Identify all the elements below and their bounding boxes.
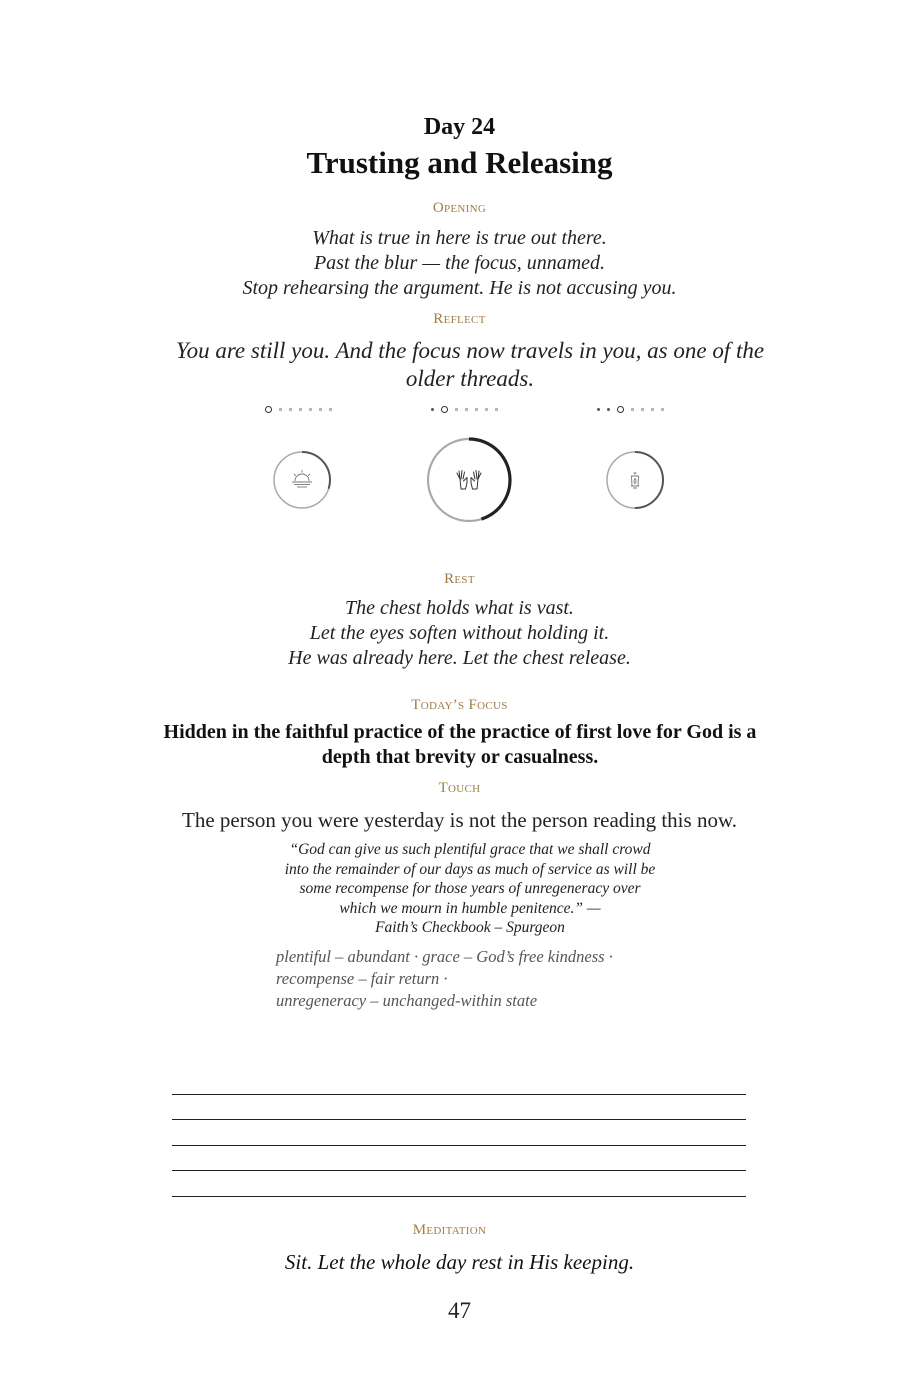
progress-dot — [431, 408, 434, 411]
sunrise-progress-ring[interactable] — [272, 450, 332, 510]
ring-svg — [272, 450, 332, 510]
progress-dot-current — [617, 406, 624, 413]
progress-dots-2 — [431, 403, 498, 415]
progress-dots-3 — [597, 403, 664, 415]
progress-dot — [641, 408, 644, 411]
progress-dot — [455, 408, 458, 411]
quote-line: some recompense for those years of unregeneracy over — [299, 880, 641, 898]
progress-dot — [597, 408, 600, 411]
touch-label: Touch — [438, 780, 481, 796]
reflect-label: Reflect — [433, 311, 486, 327]
progress-dot — [329, 408, 332, 411]
glossary-line: unregeneracy – unchanged-within state — [276, 991, 538, 1010]
day-title: Trusting and Releasing — [306, 145, 613, 180]
page-number: 47 — [448, 1298, 471, 1323]
progress-dot — [607, 408, 610, 411]
glossary — [276, 946, 676, 1012]
quote-line: into the remainder of our days as much of service as will be — [284, 860, 656, 878]
meditation-text: Sit. Let the whole day rest in His keeping. — [284, 1250, 635, 1274]
progress-dot — [661, 408, 664, 411]
journal-line[interactable] — [172, 1119, 746, 1120]
progress-dot — [631, 408, 634, 411]
progress-dot — [465, 408, 468, 411]
todays-focus-label: Today’s Focus — [411, 697, 508, 713]
scripture-quote — [260, 840, 680, 938]
progress-dot — [299, 408, 302, 411]
progress-dot — [475, 408, 478, 411]
opening-line: What is true in here is true out there. — [312, 227, 607, 249]
quote-line: which we mourn in humble penitence.” — — [339, 899, 601, 917]
rest-line: He was already here. Let the chest release. — [288, 647, 631, 669]
progress-dot-current — [441, 406, 448, 413]
journal-line[interactable] — [172, 1094, 746, 1095]
opening-text — [0, 226, 919, 301]
open-hands-icon — [457, 471, 481, 490]
progress-dots-1 — [265, 403, 332, 415]
progress-dot — [289, 408, 292, 411]
ring-svg — [605, 450, 665, 510]
opening-line: Stop rehearsing the argument. He is not accusing you. — [242, 277, 677, 299]
glossary-line: recompense – fair return · — [276, 969, 448, 988]
quote-attribution: Faith’s Checkbook – Spurgeon — [375, 919, 565, 937]
progress-dot — [651, 408, 654, 411]
day-number: Day 24 — [423, 114, 496, 140]
lantern-icon — [631, 473, 639, 488]
progress-dot — [485, 408, 488, 411]
rest-label: Rest — [444, 571, 475, 587]
sunrise-icon — [292, 470, 312, 487]
progress-dot — [495, 408, 498, 411]
rest-line: Let the eyes soften without holding it. — [309, 622, 610, 644]
hands-progress-ring[interactable] — [426, 437, 512, 523]
quote-line: “God can give us such plentiful grace that we shall crowd — [289, 841, 651, 858]
progress-dot-current — [265, 406, 272, 413]
touch-text: The person you were yesterday is not the person reading this now. — [182, 808, 737, 832]
journal-line[interactable] — [172, 1196, 746, 1197]
meditation-label: Meditation — [412, 1222, 487, 1238]
opening-line: Past the blur — the focus, unnamed. — [313, 252, 606, 274]
reflect-text: You are still you. And the focus now travels in you, as one of the older threads. — [175, 338, 765, 391]
ring-svg — [426, 437, 512, 523]
progress-dot — [309, 408, 312, 411]
progress-dot — [319, 408, 322, 411]
rest-text — [0, 596, 919, 671]
journal-line[interactable] — [172, 1170, 746, 1171]
progress-dot — [279, 408, 282, 411]
rest-line: The chest holds what is vast. — [345, 597, 574, 619]
todays-focus-text: Hidden in the faithful practice of the practice of first love for God is a depth that brevity or casualness. — [163, 721, 757, 768]
glossary-line: plentiful – abundant · grace – God’s free kindness · — [276, 947, 613, 966]
lantern-progress-ring[interactable] — [605, 450, 665, 510]
opening-label: Opening — [432, 200, 487, 216]
journal-line[interactable] — [172, 1145, 746, 1146]
